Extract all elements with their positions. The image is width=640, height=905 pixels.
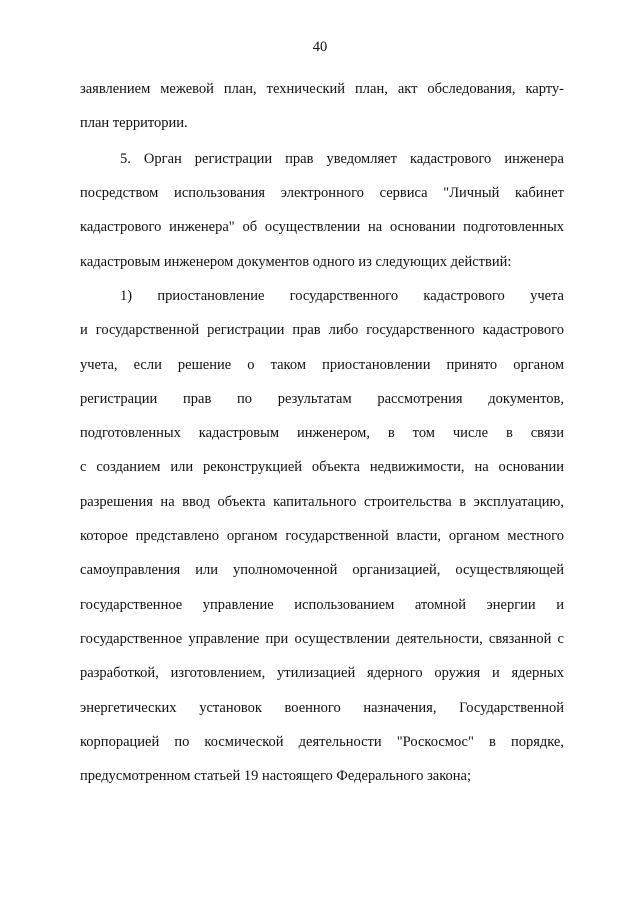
text-line: которое представлено органом государственной власти, органом местного	[80, 528, 564, 544]
text-line: разрешения на ввод объекта капитального строительства в эксплуатацию,	[80, 494, 564, 510]
text-line: самоуправления или уполномоченной организацией, осуществляющей	[80, 562, 564, 578]
text-line: заявлением межевой план, технический план, акт обследования, карту-	[80, 81, 564, 97]
paragraph-5-first-line: 5. Орган регистрации прав уведомляет кадастрового инженера	[120, 151, 564, 167]
text-line: подготовленных кадастровым инженером, в том числе в связи	[80, 425, 564, 441]
text-line: учета, если решение о таком приостановлении принято органом	[80, 357, 564, 373]
text-line: план территории.	[80, 115, 188, 131]
text-line: разработкой, изготовлением, утилизацией ядерного оружия и ядерных	[80, 665, 564, 681]
text-line: посредством использования электронного сервиса "Личный кабинет	[80, 185, 564, 201]
text-line: государственное управление при осуществлении деятельности, связанной с	[80, 631, 564, 647]
text-line: предусмотренном статьей 19 настоящего Федерального закона;	[80, 768, 472, 784]
text-line: государственное управление использованием атомной энергии и	[80, 597, 564, 613]
text-line: кадастровым инженером документов одного из следующих действий:	[80, 254, 512, 270]
text-line: энергетических установок военного назначения, Государственной	[80, 700, 564, 716]
text-line: кадастрового инженера" об осуществлении на основании подготовленных	[80, 219, 564, 235]
list-item-1-first-line: 1) приостановление государственного кадастрового учета	[120, 288, 564, 304]
text-line: с созданием или реконструкцией объекта недвижимости, на основании	[80, 459, 564, 475]
page-number: 40	[312, 39, 328, 55]
text-line: и государственной регистрации прав либо государственного кадастрового	[80, 322, 564, 338]
text-line: регистрации прав по результатам рассмотрения документов,	[80, 391, 564, 407]
text-line: корпорацией по космической деятельности "Роскосмос" в порядке,	[80, 734, 564, 750]
